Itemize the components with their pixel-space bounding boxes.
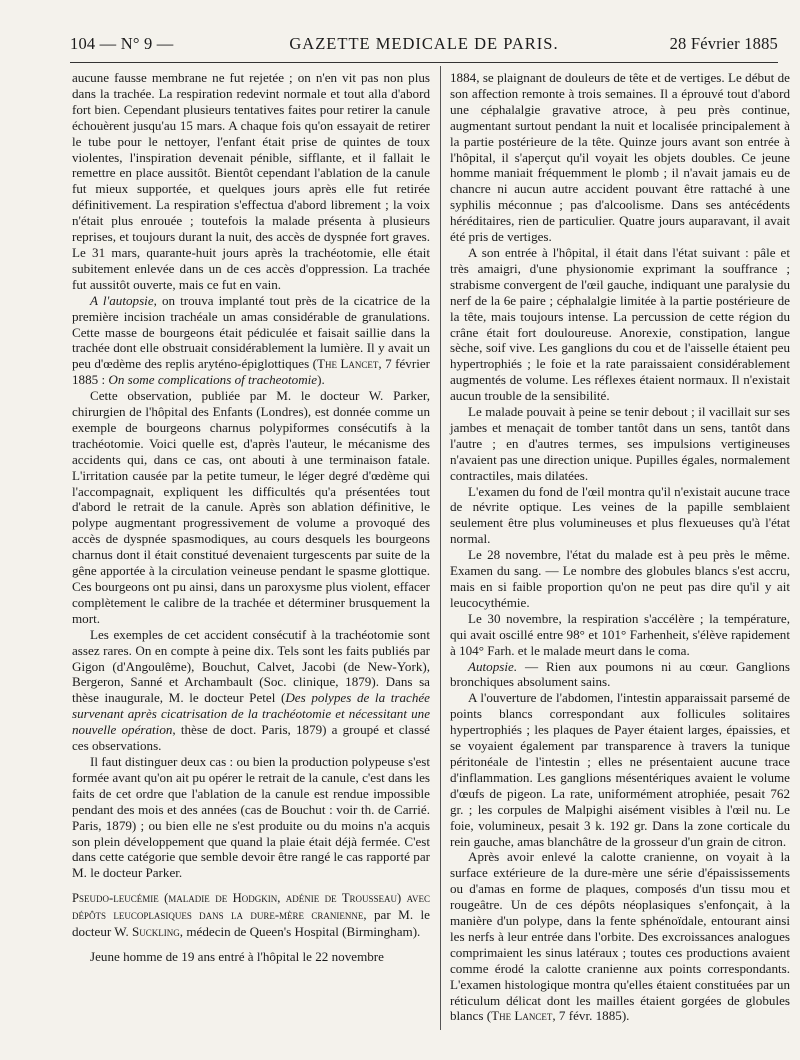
paragraph: Le 30 novembre, la respiration s'accélère ; la température, qui avait oscillé entre 98° et 101° Farhenheit, s'élève rapidement à 104° Farh. et le malade meurt dans le coma.	[450, 610, 790, 658]
paragraph: aucune fausse membrane ne fut rejetée ; on n'en vit pas non plus dans la trachée. La respiration redevint normale et tout alla d'abord fort bien. Cependant plusieurs tentatives faites pour retirer la canule échouèrent jusqu'au 15 mars. A chaque fois qu'on essayait de retirer le tube pour le nettoyer, l'enfant était prise de quintes de toux violentes, l'inspiration devenait pénible, sifflante, et il fallait le remettre en place aussitôt. Bientôt cependant l'ablation de la canule fut mieux supportée, et quelques jours après elle fut retirée définitivement. La respiration s'effectua d'abord librement ; la voix n'était plus enrouée ; toutefois la malade présenta à plusieurs reprises, et toujours durant la nuit, des accès de dyspnée fort graves. Le 31 mars, quarante-huit jours après la trachéotomie, elle était subitement enlevée dans un de ces accès d'oppression. La trachée fut aussitôt ouverte, mais ce fut en vain.	[72, 70, 430, 292]
paragraph: Jeune homme de 19 ans entré à l'hôpital le 22 novembre	[90, 948, 384, 964]
column-divider	[440, 66, 441, 1030]
article-title: On some complications of tracheotomie	[108, 372, 318, 388]
paragraph: Le malade pouvait à peine se tenir debout ; il vacillait sur ses jambes et menaçait de tomber tantôt dans un sens, tantôt dans l'autre ; en d'autres termes, ses impulsions vertigineuses n'avaient pas une direction unique. Pupilles égales, normalement contractiles, mais dilatées.	[450, 404, 790, 483]
page-number: 104 — N° 9 —	[70, 34, 174, 53]
emphasis: Autopsie.	[468, 658, 518, 674]
thesis-title: Des polypes de la trachée survenant après cicatrisation de la trachéotomie et nécessitant une nouvelle opération	[72, 690, 430, 738]
paragraph: A son entrée à l'hôpital, il était dans l'état suivant : pâle et très amaigri, d'une physionomie exprimant la souffrance ; strabisme convergent de l'œil gauche, indiquant une paralysie du nerf de la 6e paire ; céphalalgie limitée à la partie postérieure de la tête, mais toujours intense. La percussion de cette région du crâne était fort douloureuse. Anorexie, constipation, langue sèche, soif vive. Les ganglions du cou et de l'aisselle étaient peu hypertrophiés ; le foie et la rate paraissaient considérablement augmentés de volume. Les réflexes étaient normaux. Il n'existait aucun trouble de la sensibilité.	[450, 244, 790, 404]
journal-ref: The Lancet	[491, 1008, 553, 1024]
author-name: Suckling	[132, 924, 180, 940]
left-column	[72, 70, 430, 965]
paragraph: A l'autopsie, on trouva implanté tout près de la cicatrice de la première incision trachéale un amas considérable de granulations. Cette masse de bourgeons était pédiculée et faisait saillie dans la trachée dont elle obstruait considérablement la lumière. Il y avait un peu d'œdème des replis aryténo-épiglottiques (The Lancet, 7 février 1885 : On some complications of tracheotomie).	[72, 292, 431, 388]
paragraph: Autopsie. — Rien aux poumons ni au cœur. Ganglions bronchiques absolument sains.	[450, 658, 790, 690]
right-column	[450, 70, 790, 1024]
paragraph: Après avoir enlevé la calotte cranienne, on voyait à la surface extérieure de la dure-mère une série d'épaississements ou d'amas en forme de plaques, composés d'un tissu mou et rougeâtre. Un de ces dépôts néoplasiques s'enfonçait, à la manière d'un polype, dans la fente sphénoïdale, entourant ainsi les nerfs à leur entrée dans l'orbite. Des excroissances analogues comprimaient les sinus latéraux ; toutes ces productions avaient comme érodé la calotte cranienne aux points correspondants. L'examen histologique montra qu'elles étaient constituées par un réticulum délicat dont les mailles étaient gorgées de globules blancs (The Lancet, 7 févr. 1885).	[450, 849, 790, 1024]
paragraph: Les exemples de cet accident consécutif à la trachéotomie sont assez rares. On en compte à peine dix. Tels sont les faits publiés par Gigon (d'Angoulême), Bouchut, Calvet, Jacobi (de New-York), Bergeron, Sanné et Archambault (Soc. clinique, 1879). Dans sa thèse inaugurale, M. le docteur Petel (Des polypes de la trachée survenant après cicatrisation de la trachéotomie et nécessitant une nouvelle opération, thèse de doct. Paris, 1879) a groupé et classé ces observations.	[72, 626, 430, 754]
paragraph: 1884, se plaignant de douleurs de tête et de vertiges. Le début de son affection remonte à trois semaines. Il a éprouvé tout d'abord une céphalalgie gravative atroce, à peu près continue, augmentant surtout pendant la nuit et localisée principalement à la partie postérieure de la tête. Quinze jours avant son entrée à l'hôpital, il s'aperçut qu'il voyait les objets doubles. Ce jeune homme maniait fréquemment le plomb ; il n'avait jamais eu de chancre ni aucun autre accident pouvant être rattaché à une syphilis méconnue ; pas d'alcoolisme. Dans ses antécédents héréditaires, rien de particulier. Quatre jours auparavant, il avait été pris de vertiges.	[450, 70, 790, 245]
emphasis: A l'autopsie	[90, 292, 154, 308]
section-title: Pseudo-leucémie (maladie de Hodgkin, adénie de Trousseau) avec dépôts leucoplasiques dans la dure-mère cranienne, par M. le docteur W. Suckling, médecin de Queen's Hospital (Birmingham).	[72, 891, 430, 940]
paragraph: Le 28 novembre, l'état du malade est à peu près le même. Examen du sang. — Le nombre des globules blancs s'est accru, mais en si faible proportion qu'on ne peut pas dire qu'il y ait leucocythémie.	[450, 547, 790, 610]
issue-date: 28 Février 1885	[669, 34, 778, 53]
journal-title: GAZETTE MEDICALE DE PARIS.	[289, 34, 559, 53]
running-header	[70, 34, 778, 56]
paragraph: A l'ouverture de l'abdomen, l'intestin apparaissait parsemé de points blancs correspondant aux follicules solitaires hypertrophiés ; les plaques de Payer étaient larges, épaissies, et se voyaient également par transparence à travers la tunique péritonéale de l'intestin ; elles ne présentaient aucune trace d'inflammation. Les ganglions mésentériques avaient le volume d'œufs de pigeon. La rate, uniformément atrophiée, pesait 762 gr. ; les corpules de Malpighi aisément visibles à l'œil nu. Le foie, volumineux, pesait 3 k. 192 gr. Dans la zone corticale du rein gauche, amas blanchâtre de la grosseur d'un grain de citron.	[450, 690, 790, 849]
paragraph: Cette observation, publiée par M. le docteur W. Parker, chirurgien de l'hôpital des Enfants (Londres), est donnée comme un exemple de bourgeons charnus polypiformes consécutifs à la trachéotomie. Voici quelle est, d'après l'auteur, le mécanisme des accidents qui, dans ce cas, ont abouti à une terminaison fatale. L'irritation causée par la petite tumeur, le léger degré d'œdème qui l'accompagnait, expliquent les difficultés qu'a présentées tout d'abord le retrait de la canule. Après son ablation définitive, le polype augmentant progressivement de volume a provoqué des accès de dyspnée spasmodiques, au cours desquels les bourgeons charnus dont il était constitué devenaient turgescents par suite de la gêne apportée à la circulation veineuse pendant le spasme glottique. Ces bourgeons ont pu ainsi, dans un paroxysme plus violent, effacer complètement le calibre de la trachée et déterminer brusquement la mort.	[72, 388, 430, 626]
header-rule	[70, 62, 778, 63]
paragraph: L'examen du fond de l'œil montra qu'il n'existait aucune trace de névrite optique. Les veines de la papille semblaient seulement être plus volumineuses et plus flexueuses qu'à l'état normal.	[450, 483, 790, 547]
journal-ref: The Lancet	[316, 356, 379, 372]
paragraph: Il faut distinguer deux cas : ou bien la production polypeuse s'est formée avant qu'on ait pu opérer le retrait de la canule, c'est dans les faits de cet ordre que l'ablation de la canule est rendue impossible pendant des mois et des années (cas de Bouchut : voir th. de Carrié. Paris, 1879) ; ou bien elle ne s'est produite ou du moins n'a acquis son plein développement que quand la plaie était déjà fermée. C'est dans cette catégorie que semble devoir être rangé le cas rapporté par M. le docteur Parker.	[72, 753, 430, 881]
